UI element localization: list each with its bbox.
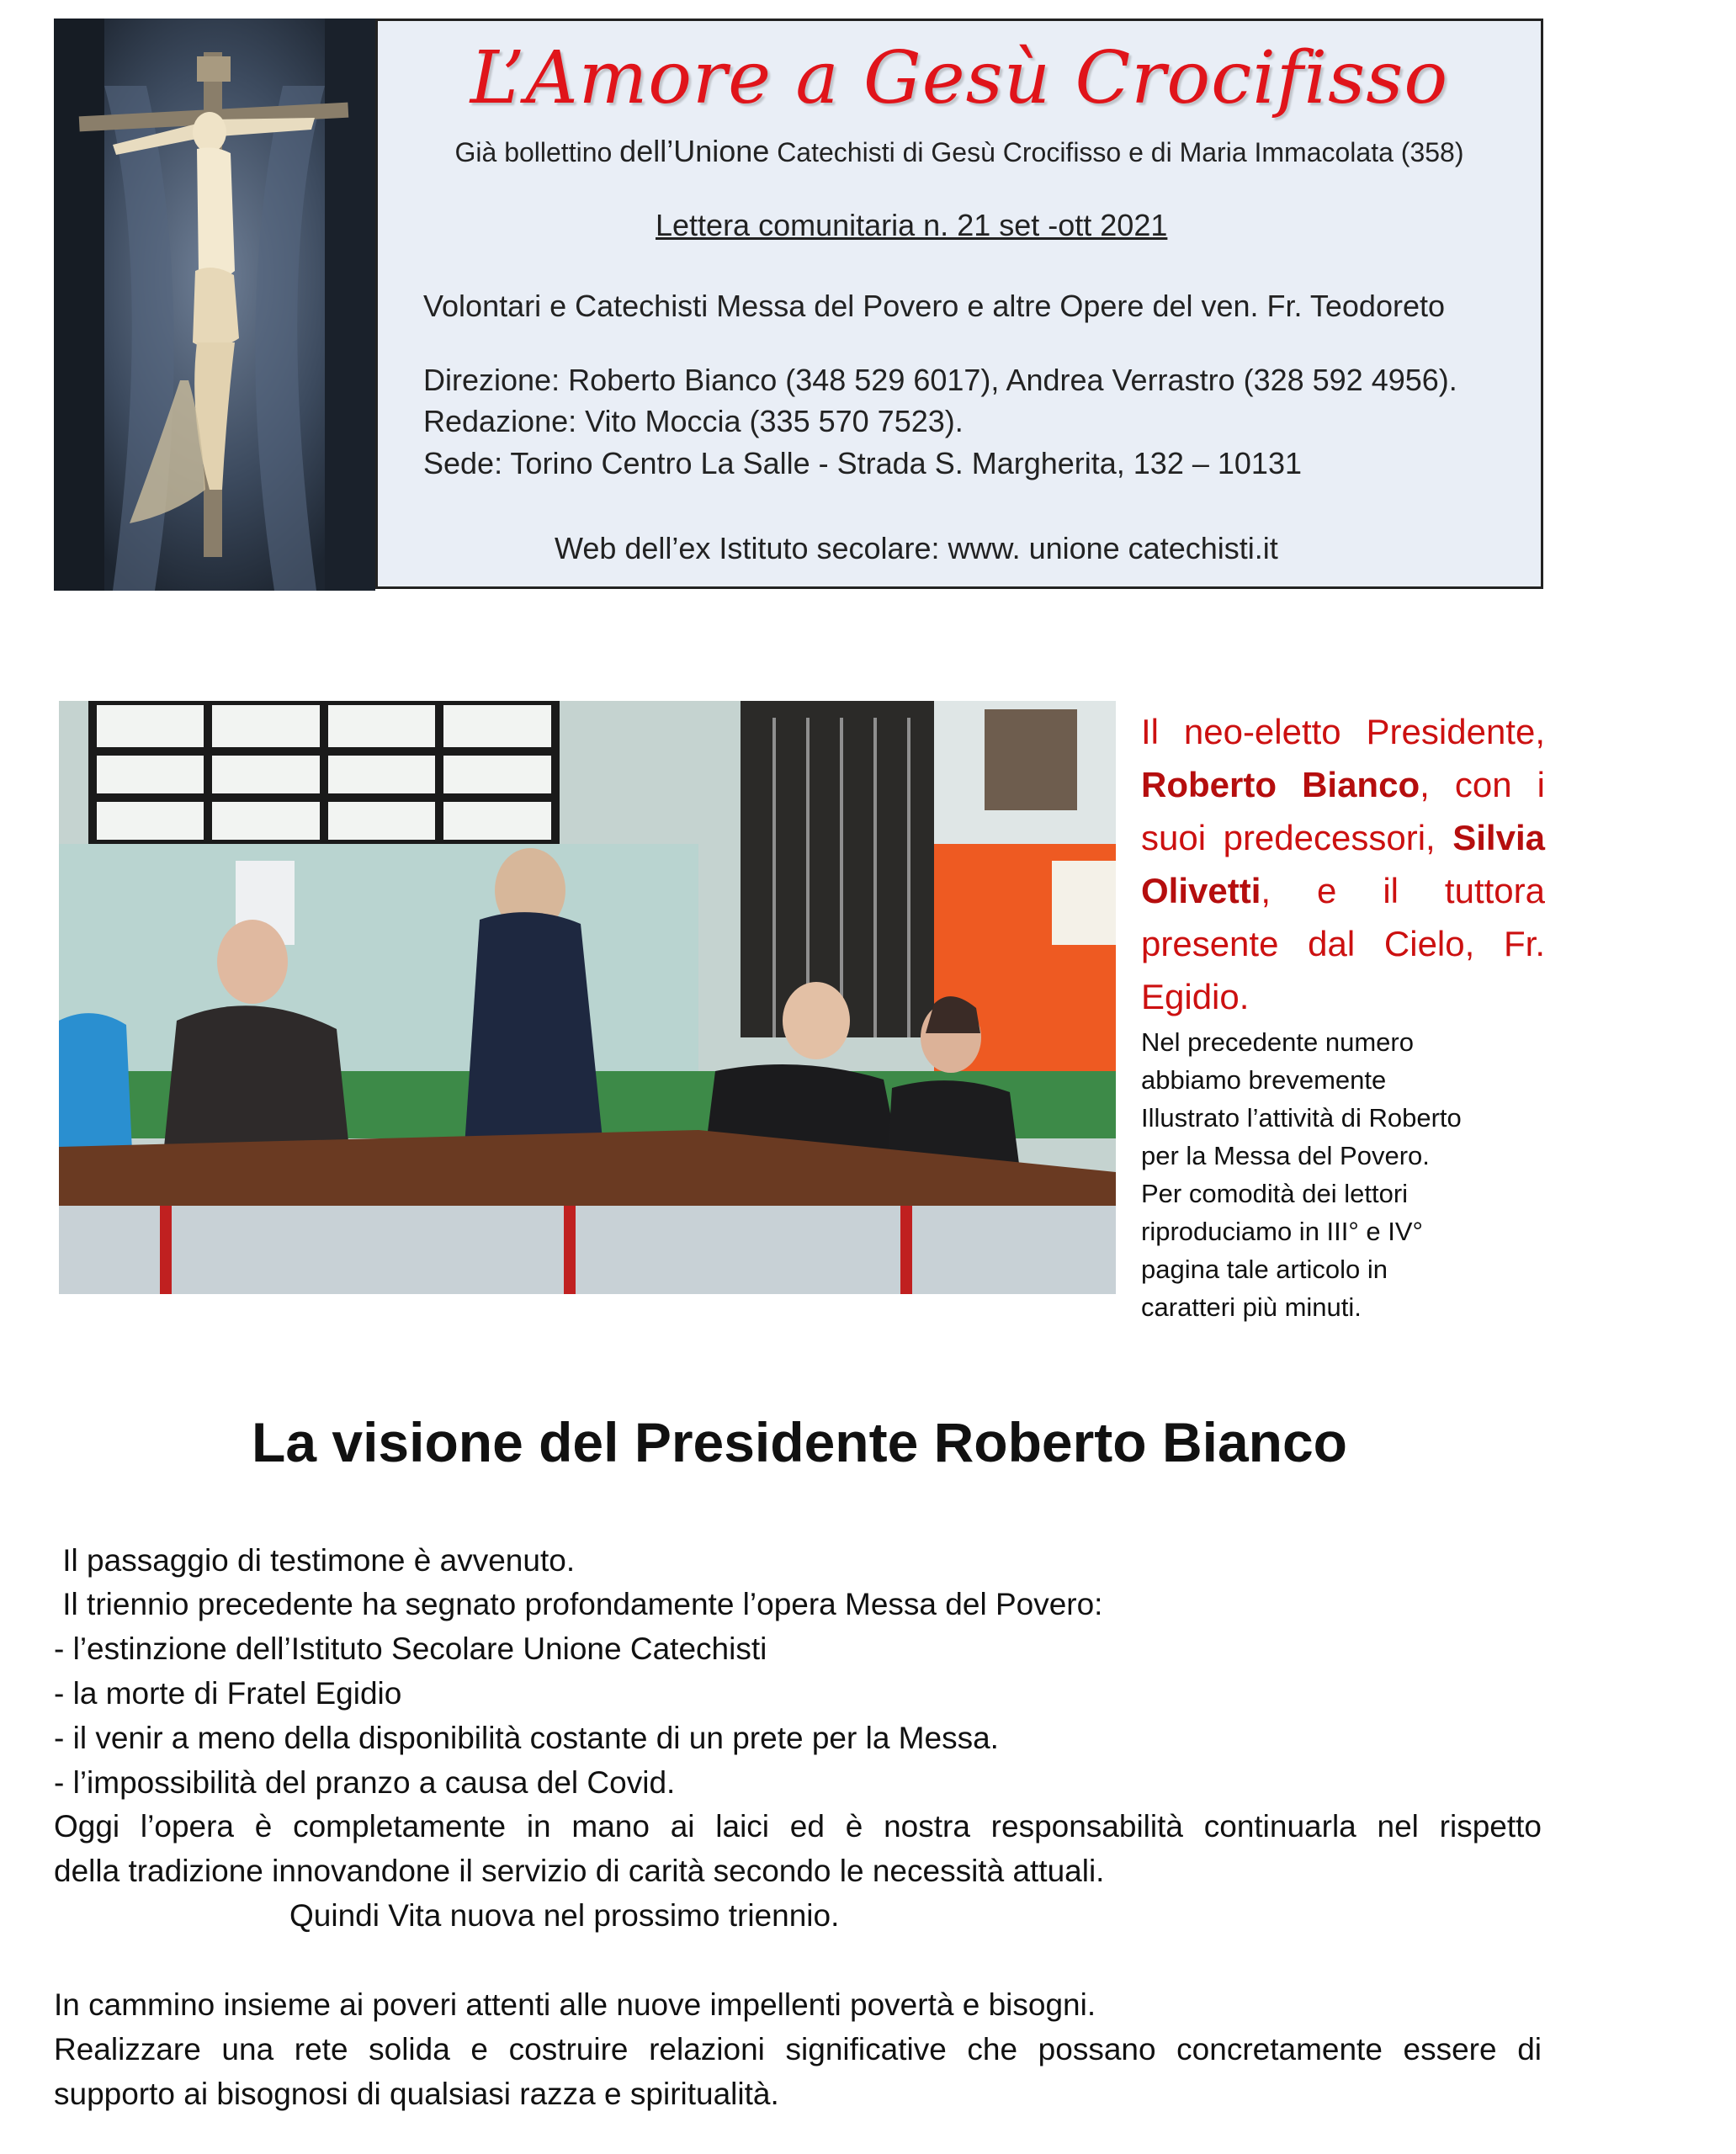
masthead-subtitle [378, 134, 1541, 169]
editorial-line: Redazione: Vito Moccia (335 570 7523). [423, 404, 964, 438]
subtitle-prefix: Già bollettino [454, 137, 620, 167]
caption-note-line: abbiamo brevemente [1141, 1065, 1387, 1095]
article-line: - la morte di Fratel Egidio [54, 1676, 402, 1711]
crucifix-image [54, 19, 375, 591]
caption-name-roberto: Roberto Bianco [1141, 765, 1420, 804]
caption-name-silvia: Silvia Olivetti [1141, 818, 1545, 910]
caption-note-line: riproduciamo in III° e IV° [1141, 1217, 1423, 1246]
article-paragraph-1-line-2: della tradizione innovandone il servizio di carità secondo le necessità attuali. [54, 1854, 1105, 1888]
caption-note-line: Nel precedente numero [1141, 1027, 1414, 1057]
seat-line: Sede: Torino Centro La Salle - Strada S. Margherita, 132 – 10131 [423, 446, 1302, 480]
photo-caption [1141, 705, 1545, 1023]
caption-text-1: Il neo-eletto Presidente, [1141, 712, 1545, 751]
caption-text-2: , con i suoi predecessori, [1141, 765, 1545, 857]
header-box [375, 19, 1543, 589]
article-paragraph-1-line-1: Oggi l’opera è completamente in mano ai laici ed è nostra responsabilità continuarla nel rispetto [54, 1809, 1542, 1844]
article-paragraph-1-line-3: Quindi Vita nuova nel prossimo triennio. [289, 1898, 840, 1933]
masthead-title: L’Amore a Gesù Crocifisso [470, 36, 1449, 120]
subtitle-emphasis: dell’Unione [619, 134, 770, 168]
article-line: Il passaggio di testimone è avvenuto. [54, 1543, 576, 1578]
caption-note-line: per la Messa del Povero. [1141, 1141, 1430, 1170]
article-title: La visione del Presidente Roberto Bianco [252, 1411, 1347, 1473]
volunteers-line: Volontari e Catechisti Messa del Povero e altre Opere del ven. Fr. Teodoreto [423, 289, 1445, 323]
article-line: - l’impossibilità del pranzo a causa del Covid. [54, 1765, 676, 1800]
article-paragraph-2-line-3: supporto ai bisognosi di qualsiasi razza e spiritualità. [54, 2077, 779, 2111]
direction-line: Direzione: Roberto Bianco (348 529 6017), Andrea Verrastro (328 592 4956). [423, 363, 1457, 397]
caption-note-line: Illustrato l’attività di Roberto [1141, 1103, 1462, 1133]
article-line: - l’estinzione dell’Istituto Secolare Unione Catechisti [54, 1631, 767, 1666]
subtitle-suffix: Catechisti di Gesù Crocifisso e di Maria Immacolata (358) [769, 137, 1464, 167]
website-line: Web dell’ex Istituto secolare: www. unione catechisti.it [555, 531, 1278, 565]
caption-note-line: pagina tale articolo in [1141, 1255, 1388, 1284]
caption-note-line: caratteri più minuti. [1141, 1292, 1362, 1322]
article-line: Il triennio precedente ha segnato profondamente l’opera Messa del Povero: [54, 1587, 1103, 1621]
caption-text-3: , e il tuttora presente dal Cielo, Fr. Egidio. [1141, 871, 1545, 1016]
article-line: - il venir a meno della disponibilità costante di un prete per la Messa. [54, 1721, 999, 1755]
group-photo [59, 701, 1116, 1294]
article-paragraph-2-line-2: Realizzare una rete solida e costruire relazioni significative che possano concretamente essere di [54, 2032, 1542, 2066]
caption-note [1141, 1023, 1545, 1326]
caption-note-line: Per comodità dei lettori [1141, 1179, 1409, 1208]
article-paragraph-2-line-1: In cammino insieme ai poveri attenti alle nuove impellenti povertà e bisogni. [54, 1987, 1096, 2022]
issue-line: Lettera comunitaria n. 21 set -ott 2021 [656, 208, 1168, 242]
